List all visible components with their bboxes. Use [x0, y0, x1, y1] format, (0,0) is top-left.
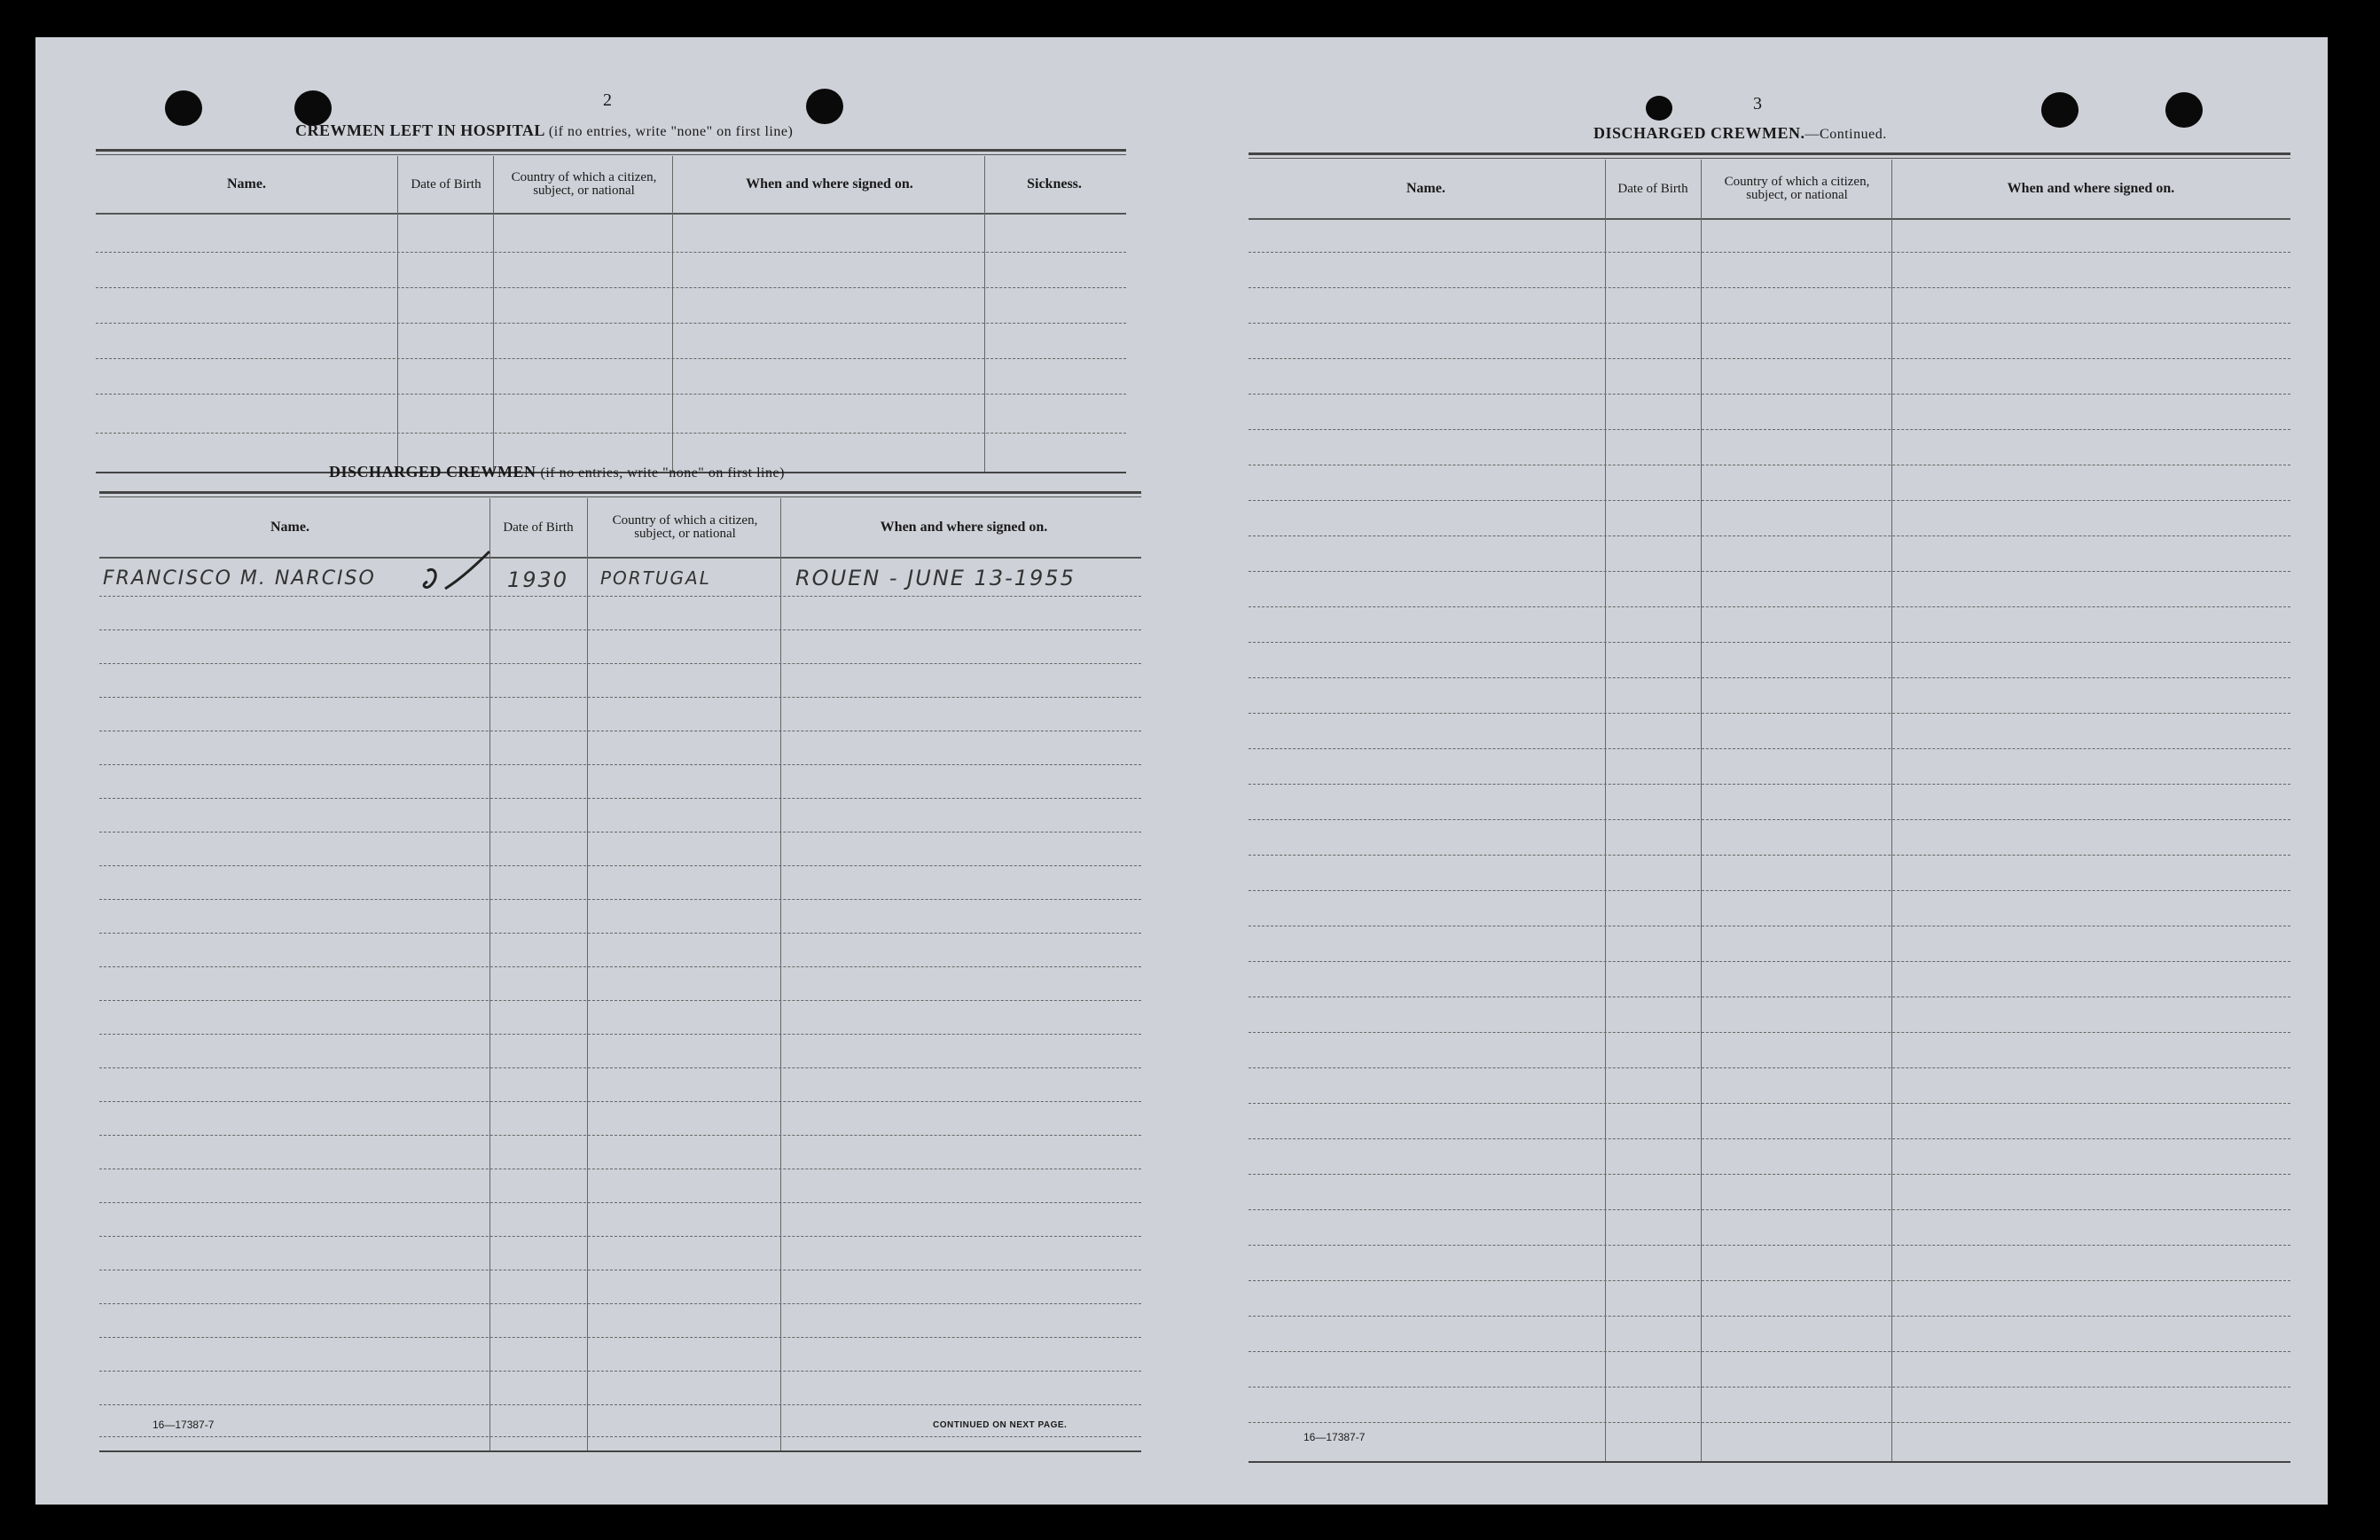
crewman-country: PORTUGAL [600, 567, 711, 589]
punch-hole-icon [806, 89, 843, 124]
left-form-number: 16—17387-7 [153, 1419, 215, 1431]
crewman-signed-on: ROUEN - JUNE 13-1955 [795, 566, 1076, 590]
discharged-note: (if no entries, write "none" on first line) [540, 465, 785, 481]
discharged-continued-table [1249, 152, 2290, 1466]
document-sheet [35, 37, 2328, 1505]
right-title: DISCHARGED CREWMEN. [1593, 124, 1805, 142]
hospital-col-signed: When and where signed on. [746, 176, 913, 192]
right-col-name: Name. [1406, 181, 1445, 196]
right-col-birth: Date of Birth [1617, 181, 1688, 196]
right-section-title [1593, 124, 1887, 143]
hospital-col-country: Country of which a citizen, subject, or national [511, 170, 657, 198]
hospital-title: CREWMEN LEFT IN HOSPITAL [295, 121, 544, 139]
punch-hole-icon [2041, 92, 2079, 128]
checkmark-icon [401, 546, 498, 599]
right-col-signed: When and where signed on. [2007, 181, 2175, 196]
discharged-table [99, 491, 1141, 1458]
discharged-col-signed: When and where signed on. [880, 520, 1048, 535]
right-col-country: Country of which a citizen, subject, or national [1724, 175, 1870, 202]
hospital-note: (if no entries, write "none" on first line) [548, 124, 794, 139]
discharged-col-country: Country of which a citizen, subject, or national [612, 513, 758, 541]
hospital-col-sickness: Sickness. [1027, 176, 1082, 192]
hospital-col-name: Name. [227, 176, 266, 192]
punch-hole-icon [165, 90, 202, 126]
discharged-section-title [329, 463, 785, 481]
punch-hole-icon [2165, 92, 2203, 128]
crewman-name: FRANCISCO M. NARCISO [103, 567, 376, 590]
hospital-section-title [295, 121, 793, 140]
discharged-col-birth: Date of Birth [503, 520, 574, 535]
right-title-suffix: —Continued. [1805, 127, 1887, 142]
left-page-number: 2 [603, 90, 612, 110]
right-form-number: 16—17387-7 [1304, 1431, 1366, 1443]
discharged-col-name: Name. [270, 520, 309, 535]
punch-hole-icon [294, 90, 332, 126]
hospital-table [96, 149, 1126, 477]
hospital-col-birth: Date of Birth [411, 176, 481, 192]
continued-note: CONTINUED ON NEXT PAGE. [933, 1420, 1068, 1430]
punch-hole-icon [1646, 96, 1672, 121]
crewman-birth: 1930 [507, 567, 569, 592]
discharged-title: DISCHARGED CREWMEN [329, 463, 536, 481]
right-page-number: 3 [1753, 94, 1762, 113]
